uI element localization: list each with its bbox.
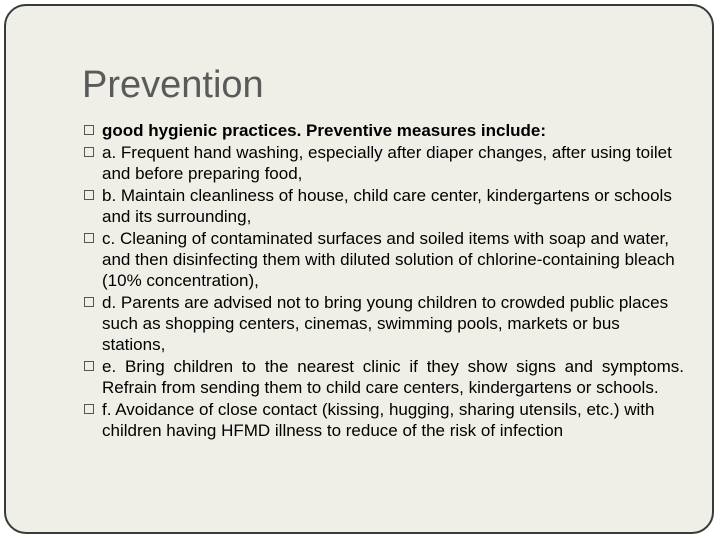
slide — [4, 4, 714, 534]
checkbox-bullet-icon — [84, 125, 94, 135]
checkbox-bullet-icon — [84, 404, 94, 414]
bullet-text: a. Frequent hand washing, especially after diaper changes, after using toilet and before preparing food, — [102, 143, 672, 183]
checkbox-bullet-icon — [84, 361, 94, 371]
bullet-item-intro — [84, 120, 684, 141]
bullet-item-c — [84, 228, 684, 291]
checkbox-bullet-icon — [84, 147, 94, 157]
bullet-text: b. Maintain cleanliness of house, child care center, kindergartens or schools and its surrounding, — [102, 186, 672, 226]
checkbox-bullet-icon — [84, 233, 94, 243]
bullet-item-f — [84, 399, 684, 441]
checkbox-bullet-icon — [84, 297, 94, 307]
bullet-text: e. Bring children to the nearest clinic if they show signs and symptoms. Refrain from sending them to child care centers, kindergartens or schools. — [102, 357, 684, 397]
bullet-item-d — [84, 292, 684, 355]
bullet-text: f. Avoidance of close contact (kissing, hugging, sharing utensils, etc.) with children having HFMD illness to reduce of the risk of infection — [102, 400, 655, 440]
bullet-text: c. Cleaning of contaminated surfaces and soiled items with soap and water, and then disinfecting them with diluted solution of chlorine-containing bleach (10% concentration), — [102, 229, 675, 290]
bullet-text: d. Parents are advised not to bring young children to crowded public places such as shopping centers, cinemas, swimming pools, markets or bus stations, — [102, 293, 669, 354]
checkbox-bullet-icon — [84, 190, 94, 200]
bullet-item-e — [84, 356, 684, 398]
bullet-item-b — [84, 185, 684, 227]
bullet-item-a — [84, 142, 684, 184]
bullet-text: good hygienic practices. Preventive measures include: — [102, 121, 547, 140]
slide-title: Prevention — [82, 64, 264, 106]
bullet-list — [84, 120, 684, 442]
